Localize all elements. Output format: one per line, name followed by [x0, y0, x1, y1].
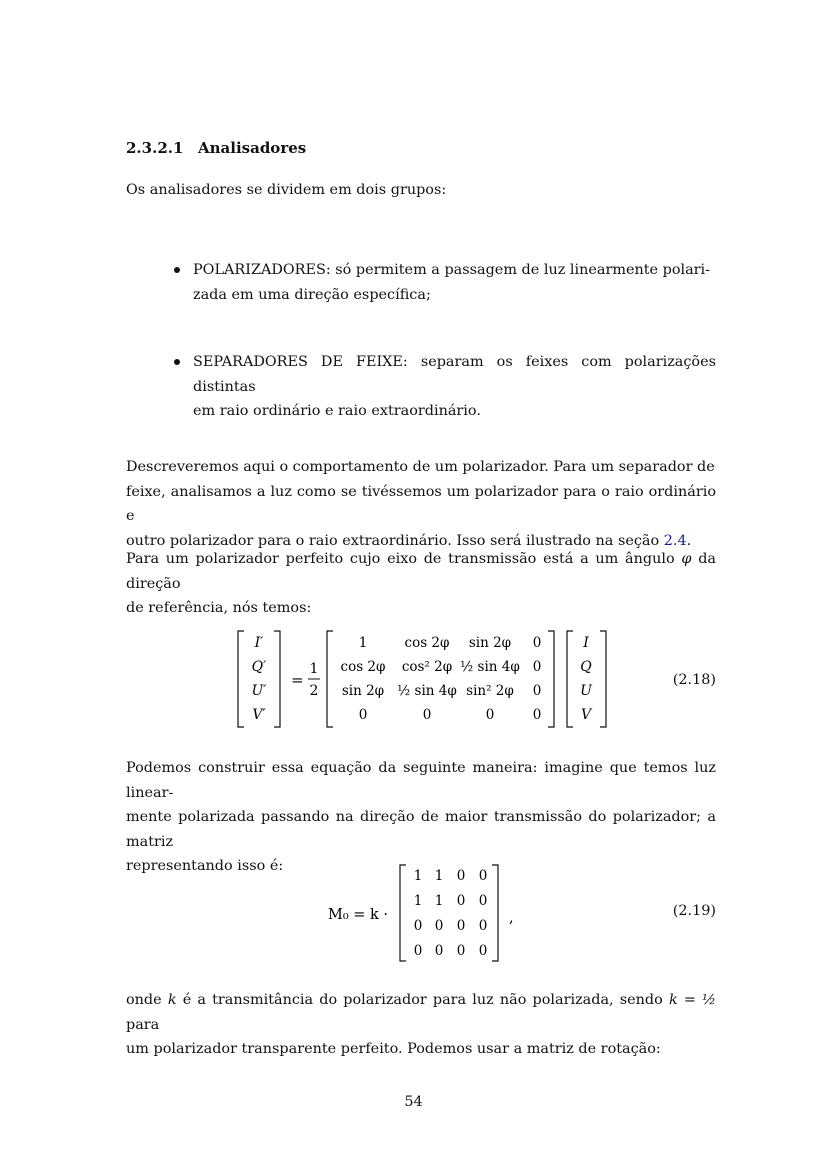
lhs-entry: Q′	[251, 659, 267, 675]
matrix-cell: 0	[532, 659, 542, 675]
matrix-cell: sin² 2φ	[466, 683, 514, 699]
fraction-numerator: 1	[309, 661, 319, 677]
text-line: para	[126, 1016, 160, 1033]
paragraph-2	[126, 547, 716, 621]
matrix-cell: 0	[413, 943, 423, 959]
bracket-left	[400, 865, 406, 961]
matrix-cell: ½ sin 4φ	[397, 683, 457, 699]
equals-sign: =	[291, 671, 304, 689]
matrix-cell: 0	[485, 707, 495, 723]
lhs-entry: U′	[251, 683, 267, 699]
text-line: Para um polarizador perfeito cujo eixo de transmissão está a um ângulo	[126, 551, 682, 567]
bullet-icon	[174, 267, 180, 273]
matrix-cell: 0	[532, 635, 542, 651]
list-item-line: POLARIZADORES: só permitem a passagem de luz linearmente polari-	[193, 262, 711, 278]
text-line: feixe, analisamos a luz como se tivéssemos um polarizador para o raio ordinário e	[126, 483, 716, 524]
bracket-left	[327, 631, 333, 727]
matrix-cell: 1	[413, 868, 423, 884]
list-item-line: zada em uma direção específica;	[193, 286, 431, 303]
trailing-comma: ,	[509, 910, 514, 926]
list-item-text	[193, 350, 716, 424]
text-line: Podemos construir essa equação da seguinte maneira: imagine que temos luz linear-	[126, 760, 716, 801]
bracket-right	[548, 631, 554, 727]
list-item-line: SEPARADORES DE FEIXE: separam os feixes com polarizações distintas	[193, 354, 716, 395]
equation-2-18	[230, 625, 620, 733]
list-item	[174, 350, 716, 424]
matrix-cell: 0	[434, 943, 444, 959]
inline-equation: k = ½	[668, 992, 716, 1008]
matrix-cell: sin 2φ	[468, 635, 512, 651]
bullet-icon	[174, 359, 180, 365]
bracket-right	[600, 631, 606, 727]
matrix-cell: 0	[532, 683, 542, 699]
intro-paragraph: Os analisadores se dividem em dois grupos:	[126, 182, 447, 198]
equation-number: (2.18)	[672, 672, 716, 688]
fraction-denominator: 2	[309, 683, 319, 699]
list-item	[174, 258, 716, 307]
equation-lhs: M₀ = k ·	[328, 907, 389, 923]
rhs-entry: Q	[580, 659, 592, 675]
section-title: Analisadores	[198, 139, 307, 157]
text-line: de referência, nós temos:	[126, 600, 312, 616]
rhs-entry: I	[583, 635, 589, 651]
matrix-cell: 0	[478, 893, 488, 909]
matrix-cell: 0	[532, 707, 542, 723]
matrix-cell: ½ sin 4φ	[460, 659, 520, 675]
text-line: é a transmitância do polarizador para luz não polarizada, sendo	[176, 992, 669, 1008]
text-line: mente polarizada passando na direção de maior transmissão do polarizador; a matriz	[126, 809, 716, 850]
matrix-cell: 0	[478, 943, 488, 959]
paragraph-4	[126, 988, 716, 1062]
matrix-cell: cos 2φ	[404, 635, 450, 651]
matrix-cell: 1	[358, 635, 368, 651]
paragraph-1	[126, 455, 716, 553]
matrix-cell: 0	[456, 868, 466, 884]
list-item-line: em raio ordinário e raio extraordinário.	[193, 403, 481, 419]
bracket-right	[492, 865, 498, 961]
matrix-cell: 1	[413, 893, 423, 909]
matrix-cell: 0	[434, 918, 444, 934]
bracket-right	[274, 631, 280, 727]
equation-number: (2.19)	[672, 903, 716, 919]
section-heading	[126, 139, 306, 157]
matrix-cell: 0	[422, 707, 432, 723]
equation-2-19	[326, 860, 526, 966]
phi-symbol: φ	[681, 551, 692, 567]
lhs-entry: I′	[254, 635, 264, 651]
matrix-cell: 0	[478, 868, 488, 884]
k-symbol: k	[167, 992, 177, 1008]
rhs-entry: U	[580, 683, 592, 699]
bracket-left	[238, 631, 244, 727]
text-line: um polarizador transparente perfeito. Podemos usar a matriz de rotação:	[126, 1041, 661, 1057]
matrix-cell: 1	[434, 893, 444, 909]
text-line: onde	[126, 992, 168, 1008]
matrix-cell: 0	[456, 918, 466, 934]
matrix-cell: sin 2φ	[341, 683, 385, 699]
page-number: 54	[404, 1094, 423, 1110]
matrix-cell: 0	[456, 943, 466, 959]
matrix-cell: 1	[434, 868, 444, 884]
text-line: Descreveremos aqui o comportamento de um polarizador. Para um separador de	[126, 459, 715, 475]
matrix-cell: 0	[413, 918, 423, 934]
rhs-entry: V	[580, 707, 592, 723]
matrix-cell: 0	[358, 707, 368, 723]
matrix-cell: cos² 2φ	[401, 659, 453, 675]
lhs-entry: V′	[252, 707, 266, 723]
text-line: outro polarizador para o raio extraordinário. Isso será ilustrado na seção	[126, 532, 664, 549]
section-number: 2.3.2.1	[126, 139, 184, 157]
matrix-cell: 0	[456, 893, 466, 909]
matrix-cell: 0	[478, 918, 488, 934]
matrix-cell: cos 2φ	[340, 659, 386, 675]
text-line: representando isso é:	[126, 858, 284, 874]
list-item-text	[193, 258, 716, 307]
text-punct: .	[686, 532, 692, 549]
bracket-left	[567, 631, 573, 727]
section-reference-link[interactable]: 2.4	[663, 532, 687, 549]
text-line: da direção	[126, 551, 716, 592]
